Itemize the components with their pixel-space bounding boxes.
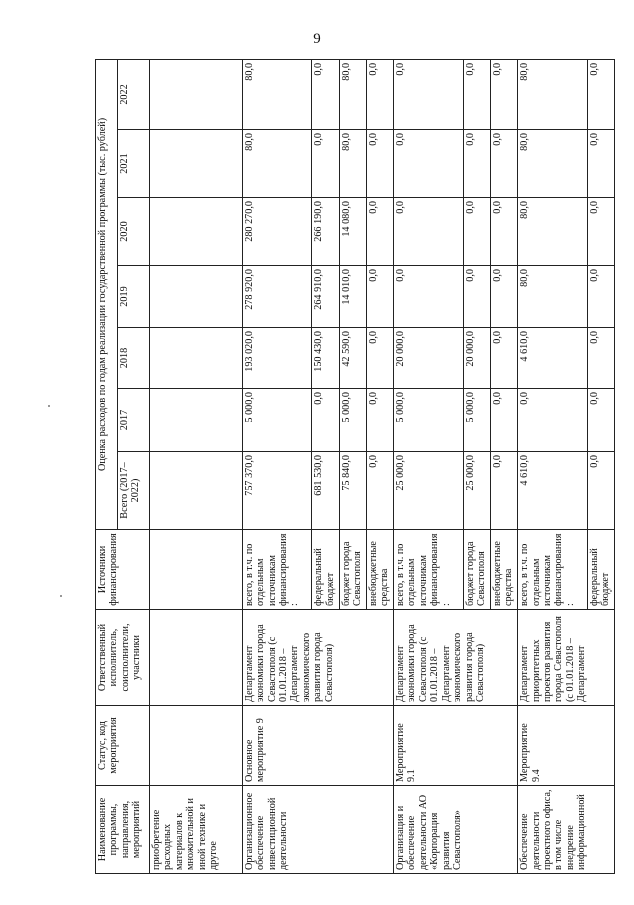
header-year: 2019 [118,266,150,328]
empty-cell [150,610,243,706]
value-cell: 150 430,0 [312,328,339,389]
value-cell: 0,0 [366,328,393,389]
value-cell: 0,0 [394,59,464,129]
value-cell: 0,0 [587,452,614,530]
value-cell: 0,0 [394,266,464,328]
measure-status-cell: Мероприятие 9.4 [518,706,615,786]
value-cell: 0,0 [518,389,588,452]
table-row [518,59,588,873]
value-cell: 0,0 [490,452,517,530]
measure-name-cell: приобретение расходных материалов к множительной и иной технике и другое [150,786,243,874]
value-cell: 0,0 [490,389,517,452]
value-cell: 681 530,0 [312,452,339,530]
value-cell: 0,0 [490,198,517,266]
scan-speck [60,595,62,597]
value-cell: 0,0 [463,198,490,266]
empty-cell [150,130,243,198]
source-cell: всего, в т.ч. по отдельным источникам финансирования: [242,530,312,610]
source-cell: бюджет города Севастополя [463,530,490,610]
value-cell: 25 000,0 [463,452,490,530]
table-row [242,59,312,873]
value-cell: 0,0 [587,198,614,266]
value-cell: 80,0 [339,130,366,198]
value-cell: 14 080,0 [339,198,366,266]
value-cell: 80,0 [242,59,312,129]
value-cell: 278 920,0 [242,266,312,328]
value-cell: 5 000,0 [339,389,366,452]
value-cell: 0,0 [463,266,490,328]
header-year: 2020 [118,198,150,266]
value-cell: 0,0 [394,198,464,266]
value-cell: 0,0 [312,389,339,452]
empty-cell [150,706,243,786]
value-cell: 80,0 [518,266,588,328]
header-year: 2017 [118,389,150,452]
value-cell: 4 610,0 [518,328,588,389]
value-cell: 0,0 [490,328,517,389]
value-cell: 0,0 [366,266,393,328]
value-cell: 80,0 [518,130,588,198]
empty-cell [150,328,243,389]
measure-name-cell: Организация и обеспечение деятельности АО «Корпорация развития Севастополя» [394,786,518,874]
value-cell: 5 000,0 [242,389,312,452]
scan-speck [48,405,50,407]
value-cell: 0,0 [587,130,614,198]
value-cell: 0,0 [463,130,490,198]
value-cell: 0,0 [312,130,339,198]
value-cell: 0,0 [463,59,490,129]
value-cell: 0,0 [366,452,393,530]
empty-cell [150,389,243,452]
value-cell: 0,0 [394,130,464,198]
value-cell: 0,0 [490,130,517,198]
value-cell: 4 610,0 [518,452,588,530]
value-cell: 80,0 [242,130,312,198]
value-cell: 757 370,0 [242,452,312,530]
value-cell: 0,0 [366,59,393,129]
rotated-table-container [95,60,615,874]
measure-name-cell: Обеспечение деятельности проектного офиса, в том числе внедрение информационной [518,786,615,874]
empty-cell [150,452,243,530]
value-cell: 20 000,0 [394,328,464,389]
header-year: 2021 [118,130,150,198]
value-cell: 0,0 [587,59,614,129]
header-sources: Источники финансирования [96,530,150,610]
value-cell: 0,0 [312,59,339,129]
page-number: 9 [313,31,321,47]
source-cell: внебюджетные средства [366,530,393,610]
source-cell: внебюджетные средства [490,530,517,610]
empty-cell [150,266,243,328]
header-year: 2022 [118,59,150,129]
value-cell: 25 000,0 [394,452,464,530]
value-cell: 75 840,0 [339,452,366,530]
header-name: Наименование программы, направления, мероприятий [96,786,150,874]
value-cell: 20 000,0 [463,328,490,389]
measure-responsible-cell: Департамент приоритетных проектов развития города Севастополя (с 01.01.2018 – Департамент [518,610,615,706]
measure-status-cell: Основное мероприятие 9 [242,706,393,786]
value-cell: 5 000,0 [394,389,464,452]
empty-cell [150,530,243,610]
source-cell: всего, в т.ч. по отдельным источникам финансирования: [394,530,464,610]
value-cell: 0,0 [490,59,517,129]
value-cell: 0,0 [366,130,393,198]
value-cell: 0,0 [366,198,393,266]
value-cell: 0,0 [587,266,614,328]
empty-cell [150,59,243,129]
header-total: Всего (2017–2022) [118,452,150,530]
value-cell: 264 910,0 [312,266,339,328]
header-responsible: Ответственный исполнитель, соисполнители, участники [96,610,150,706]
value-cell: 5 000,0 [463,389,490,452]
table-row [394,59,464,873]
header-estimate: Оценка расходов по годам реализации государственной программы (тыс. рублей) [96,59,118,529]
measure-responsible-cell: Департамент экономики города Севастополя (с 01.01.2018 – Департамент экономического развития города Севастополя) [394,610,518,706]
source-cell: бюджет города Севастополя [339,530,366,610]
source-cell: всего, в т.ч. по отдельным источникам финансирования: [518,530,588,610]
table-row [150,59,243,873]
value-cell: 0,0 [587,389,614,452]
value-cell: 80,0 [518,59,588,129]
measure-name-cell: Организационное обеспечение инвестиционной деятельности [242,786,393,874]
header-year: 2018 [118,328,150,389]
source-cell: федеральный бюджет [587,530,614,610]
value-cell: 0,0 [366,389,393,452]
value-cell: 42 590,0 [339,328,366,389]
measure-status-cell: Мероприятие 9.1 [394,706,518,786]
value-cell: 280 270,0 [242,198,312,266]
value-cell: 14 010,0 [339,266,366,328]
value-cell: 0,0 [587,328,614,389]
measure-responsible-cell: Департамент экономики города Севастополя (с 01.01.2018 – Департамент экономического развития города Севастополя) [242,610,393,706]
value-cell: 80,0 [518,198,588,266]
value-cell: 193 020,0 [242,328,312,389]
budget-table [95,59,615,874]
source-cell: федеральный бюджет [312,530,339,610]
value-cell: 0,0 [490,266,517,328]
header-status: Статус, код мероприятия [96,706,150,786]
value-cell: 80,0 [339,59,366,129]
value-cell: 266 190,0 [312,198,339,266]
empty-cell [150,198,243,266]
